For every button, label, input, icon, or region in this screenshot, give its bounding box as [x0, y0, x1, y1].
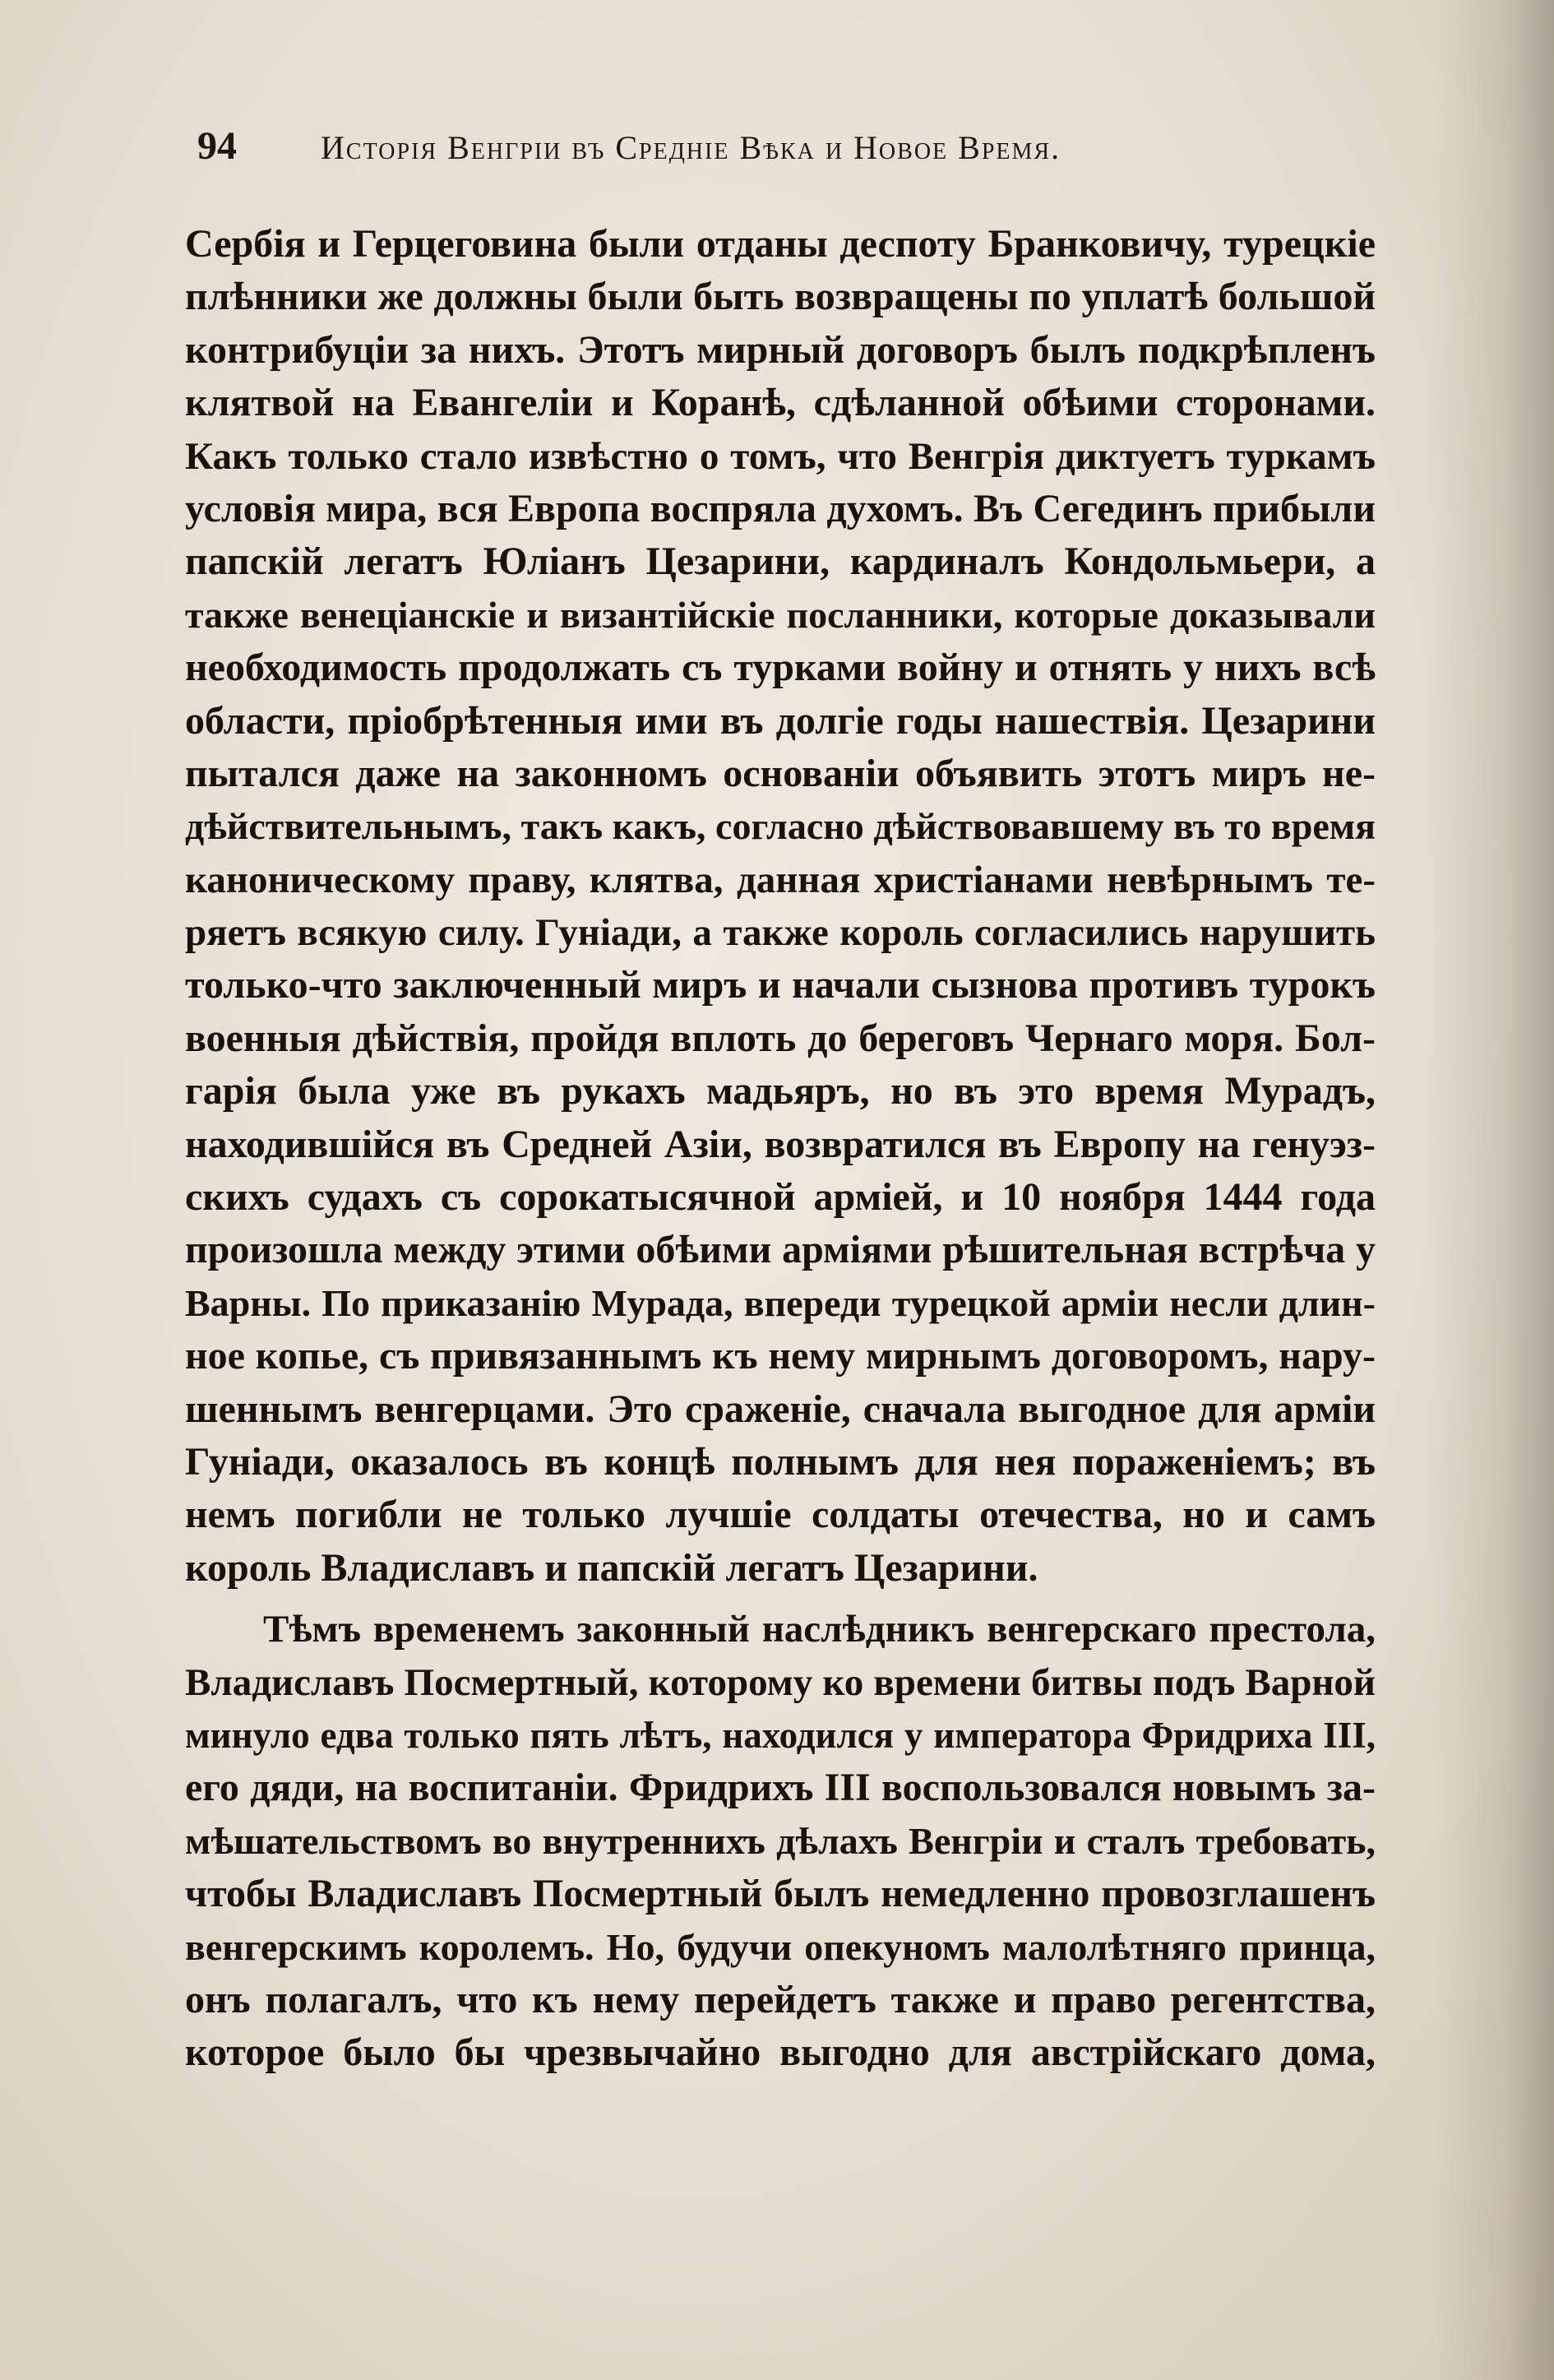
page-number: 94: [197, 124, 237, 168]
running-head: [197, 123, 1390, 181]
page-edge-shadow: [1431, 0, 1554, 2380]
text-line: король Владиславъ и папскій легатъ Цезарини.: [185, 1545, 1038, 1590]
text-line: которое было бы чрезвычайно выгодно для австрійскаго дома,: [185, 2030, 1376, 2075]
text-line: ное копье, съ привязаннымъ къ нему мирнымъ договоромъ, нару-: [185, 1334, 1376, 1378]
text-line: папскій легатъ Юліанъ Цезарини, кардиналъ Кондольмьери, а: [185, 539, 1376, 584]
text-line: гарія была уже въ рукахъ мадьяръ, но въ это время Мурадъ,: [185, 1069, 1376, 1114]
text-line: минуло едва только пять лѣтъ, находился у императора Фридриха III,: [185, 1714, 1376, 1756]
text-line: немъ погибли не только лучшіе солдаты отечества, но и самъ: [185, 1493, 1376, 1537]
text-line: только-что заключенный миръ и начали сызнова противъ турокъ: [185, 963, 1376, 1007]
text-line: необходимость продолжать съ турками войну и отнять у нихъ всѣ: [185, 646, 1376, 690]
text-line: чтобы Владиславъ Посмертный былъ немедленно провозглашенъ: [185, 1872, 1376, 1916]
text-line: Владиславъ Посмертный, которому ко времени битвы подъ Варной: [185, 1660, 1376, 1704]
running-title: Исторія Венгріи въ Средніе Вѣка и Новое Время.: [321, 129, 1061, 166]
body-text: [185, 218, 1376, 2080]
text-line: его дяди, на воспитаніи. Фридрихъ III воспользовался новымъ за-: [185, 1766, 1376, 1810]
text-line: контрибуціи за нихъ. Этотъ мирный договоръ былъ подкрѣпленъ: [185, 327, 1376, 372]
text-line: ряетъ всякую силу. Гуніади, а также король согласились нарушить: [185, 911, 1376, 955]
text-line: Варны. По приказанію Мурада, впереди турецкой арміи несли длин-: [185, 1281, 1376, 1324]
text-line: венгерскимъ королемъ. Но, будучи опекуномъ малолѣтняго принца,: [185, 1925, 1376, 1968]
text-line: произошла между этими обѣими арміями рѣшительная встрѣча у: [185, 1228, 1376, 1272]
text-line: также венеціанскіе и византійскіе посланники, которые доказывали: [185, 593, 1376, 636]
text-line: Тѣмъ временемъ законный наслѣдникъ венгерскаго престола,: [263, 1608, 1376, 1651]
text-line: онъ полагалъ, что къ нему перейдетъ также и право регентства,: [185, 1977, 1376, 2021]
text-line: каноническому праву, клятва, данная христіанами невѣрнымъ те-: [185, 858, 1376, 901]
text-line: клятвой на Евангеліи и Коранѣ, сдѣланной обѣими сторонами.: [185, 381, 1376, 425]
text-line: шеннымъ венгерцами. Это сраженіе, сначала выгодное для арміи: [185, 1387, 1376, 1431]
paragraph-2: [185, 1603, 1376, 2080]
text-line: Сербія и Герцеговина были отданы деспоту Бранковичу, турецкіе: [185, 222, 1376, 266]
text-line: находившійся въ Средней Азіи, возвратился въ Европу на генуэз-: [185, 1122, 1376, 1166]
text-line: Гуніади, оказалось въ концѣ полнымъ для нея пораженіемъ; въ: [185, 1439, 1376, 1484]
paragraph-gap: [185, 1595, 1376, 1603]
text-line: военныя дѣйствія, пройдя вплоть до береговъ Чернаго моря. Бол-: [185, 1016, 1376, 1060]
text-line: пытался даже на законномъ основаніи объявить этотъ миръ не-: [185, 751, 1376, 795]
paragraph-1: [185, 218, 1376, 1595]
text-line: области, пріобрѣтенныя ими въ долгіе годы нашествія. Цезарини: [185, 698, 1376, 743]
text-line: скихъ судахъ съ сорокатысячной арміей, и 10 ноября 1444 года: [185, 1175, 1376, 1220]
text-line: мѣшательствомъ во внутреннихъ дѣлахъ Венгріи и сталъ требовать,: [185, 1819, 1376, 1862]
text-line: Какъ только стало извѣстно о томъ, что Венгрія диктуетъ туркамъ: [185, 434, 1376, 478]
text-line: дѣйствительнымъ, такъ какъ, согласно дѣйствовавшему въ то время: [185, 805, 1376, 848]
text-line: условія мира, вся Европа воспряла духомъ. Въ Сегединъ прибыли: [185, 486, 1376, 530]
text-line: плѣнники же должны были быть возвращены по уплатѣ большой: [185, 275, 1376, 319]
